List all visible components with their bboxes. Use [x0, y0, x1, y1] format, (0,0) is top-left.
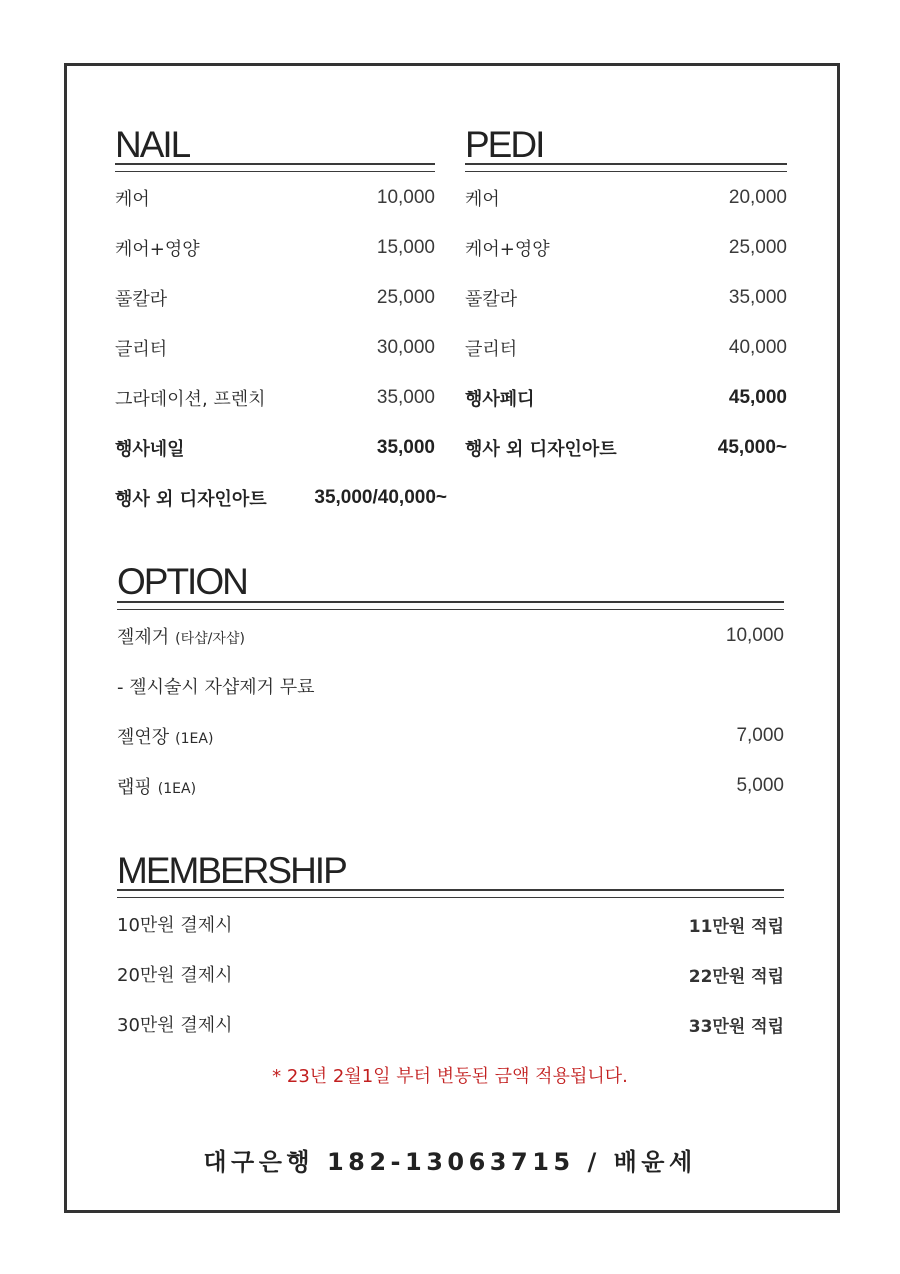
item-price: 35,000 — [376, 437, 435, 458]
item-price: 35,000/40,000~ — [314, 487, 447, 508]
membership-item-row — [117, 959, 784, 989]
item-label — [117, 723, 213, 749]
pedi-item-row — [465, 183, 787, 213]
item-label — [115, 285, 167, 311]
item-label — [465, 235, 550, 261]
membership-heading: MEMBERSHIP — [117, 850, 346, 891]
item-price: 35,000 — [728, 287, 787, 308]
item-price: 20,000 — [728, 187, 787, 208]
item-label — [115, 385, 266, 411]
item-name: 행사 외 디자인아트 — [465, 439, 617, 460]
option-heading: OPTION — [117, 561, 247, 602]
item-label — [117, 623, 245, 649]
item-label — [465, 335, 517, 361]
item-price: 25,000 — [728, 237, 787, 258]
item-price: 11만원 적립 — [688, 916, 784, 937]
item-name: 행사 외 디자인아트 — [115, 489, 267, 510]
item-name: 글리터 — [115, 339, 168, 360]
nail-item-row — [115, 433, 435, 463]
item-label — [117, 673, 315, 699]
item-name: 10만원 결제시 — [117, 915, 233, 936]
item-note: (1EA) — [157, 781, 197, 797]
item-label — [115, 335, 167, 361]
nail-item-row — [115, 183, 435, 213]
item-name: 케어+영양 — [465, 239, 550, 260]
item-price: 22만원 적립 — [688, 966, 784, 987]
item-name: 그라데이션, 프렌치 — [115, 389, 266, 410]
membership-item-row — [117, 1009, 784, 1039]
item-name: 풀칼라 — [115, 289, 168, 310]
item-name: 20만원 결제시 — [117, 965, 233, 986]
pedi-item-row — [465, 283, 787, 313]
price-change-notice: * 23년 2월1일 부터 변동된 금액 적용됩니다. — [272, 1066, 628, 1087]
item-name: 케어+영양 — [115, 239, 200, 260]
item-price: 25,000 — [376, 287, 435, 308]
item-name: - 젤시술시 자샵제거 무료 — [117, 677, 315, 698]
option-item-row — [117, 721, 784, 751]
pedi-item-row — [465, 383, 787, 413]
item-price: 5,000 — [736, 775, 784, 796]
nail-item-row — [115, 283, 435, 313]
item-price: 7,000 — [736, 725, 784, 746]
item-price: 45,000~ — [717, 437, 787, 458]
pedi-heading-rule — [465, 163, 787, 172]
item-note: (타샵/자샵) — [175, 631, 245, 647]
item-label — [117, 1011, 233, 1037]
item-note: (1EA) — [175, 731, 214, 747]
item-name: 행사네일 — [115, 439, 185, 460]
item-name: 글리터 — [465, 339, 518, 360]
pedi-item-row — [465, 333, 787, 363]
bank-account-info: 대구은행 182-13063715 / 배윤세 — [203, 1148, 697, 1176]
item-name: 풀칼라 — [465, 289, 518, 310]
nail-heading-rule — [115, 163, 435, 172]
item-label — [117, 911, 233, 937]
item-price: 10,000 — [725, 625, 784, 646]
item-label — [465, 185, 500, 211]
nail-item-row — [115, 483, 447, 513]
item-name: 케어 — [465, 189, 500, 210]
item-price: 33만원 적립 — [688, 1016, 784, 1037]
option-item-row — [117, 671, 784, 701]
item-name: 랩핑 — [117, 777, 152, 798]
item-price: 35,000 — [376, 387, 435, 408]
nail-item-row — [115, 233, 435, 263]
nail-item-row — [115, 333, 435, 363]
option-item-row — [117, 771, 784, 801]
item-label — [465, 385, 535, 411]
item-label — [115, 185, 150, 211]
item-label — [115, 435, 185, 461]
item-price: 40,000 — [728, 337, 787, 358]
item-price: 45,000 — [728, 387, 787, 408]
item-price: 10,000 — [376, 187, 435, 208]
option-heading-rule — [117, 601, 784, 610]
item-label — [115, 485, 267, 511]
item-name: 행사페디 — [465, 389, 535, 410]
pedi-item-row — [465, 433, 787, 463]
item-price: 15,000 — [376, 237, 435, 258]
option-item-row — [117, 621, 784, 651]
item-label — [115, 235, 200, 261]
item-name: 30만원 결제시 — [117, 1015, 233, 1036]
item-name: 케어 — [115, 189, 150, 210]
item-name: 젤제거 — [117, 627, 170, 648]
item-label — [117, 961, 233, 987]
item-label — [117, 773, 196, 799]
item-label — [465, 285, 517, 311]
membership-heading-rule — [117, 889, 784, 898]
nail-item-row — [115, 383, 435, 413]
item-name: 젤연장 — [117, 727, 170, 748]
pedi-item-row — [465, 233, 787, 263]
pedi-heading: PEDI — [465, 124, 544, 165]
item-label — [465, 435, 617, 461]
membership-item-row — [117, 909, 784, 939]
item-price: 30,000 — [376, 337, 435, 358]
nail-heading: NAIL — [115, 124, 190, 165]
